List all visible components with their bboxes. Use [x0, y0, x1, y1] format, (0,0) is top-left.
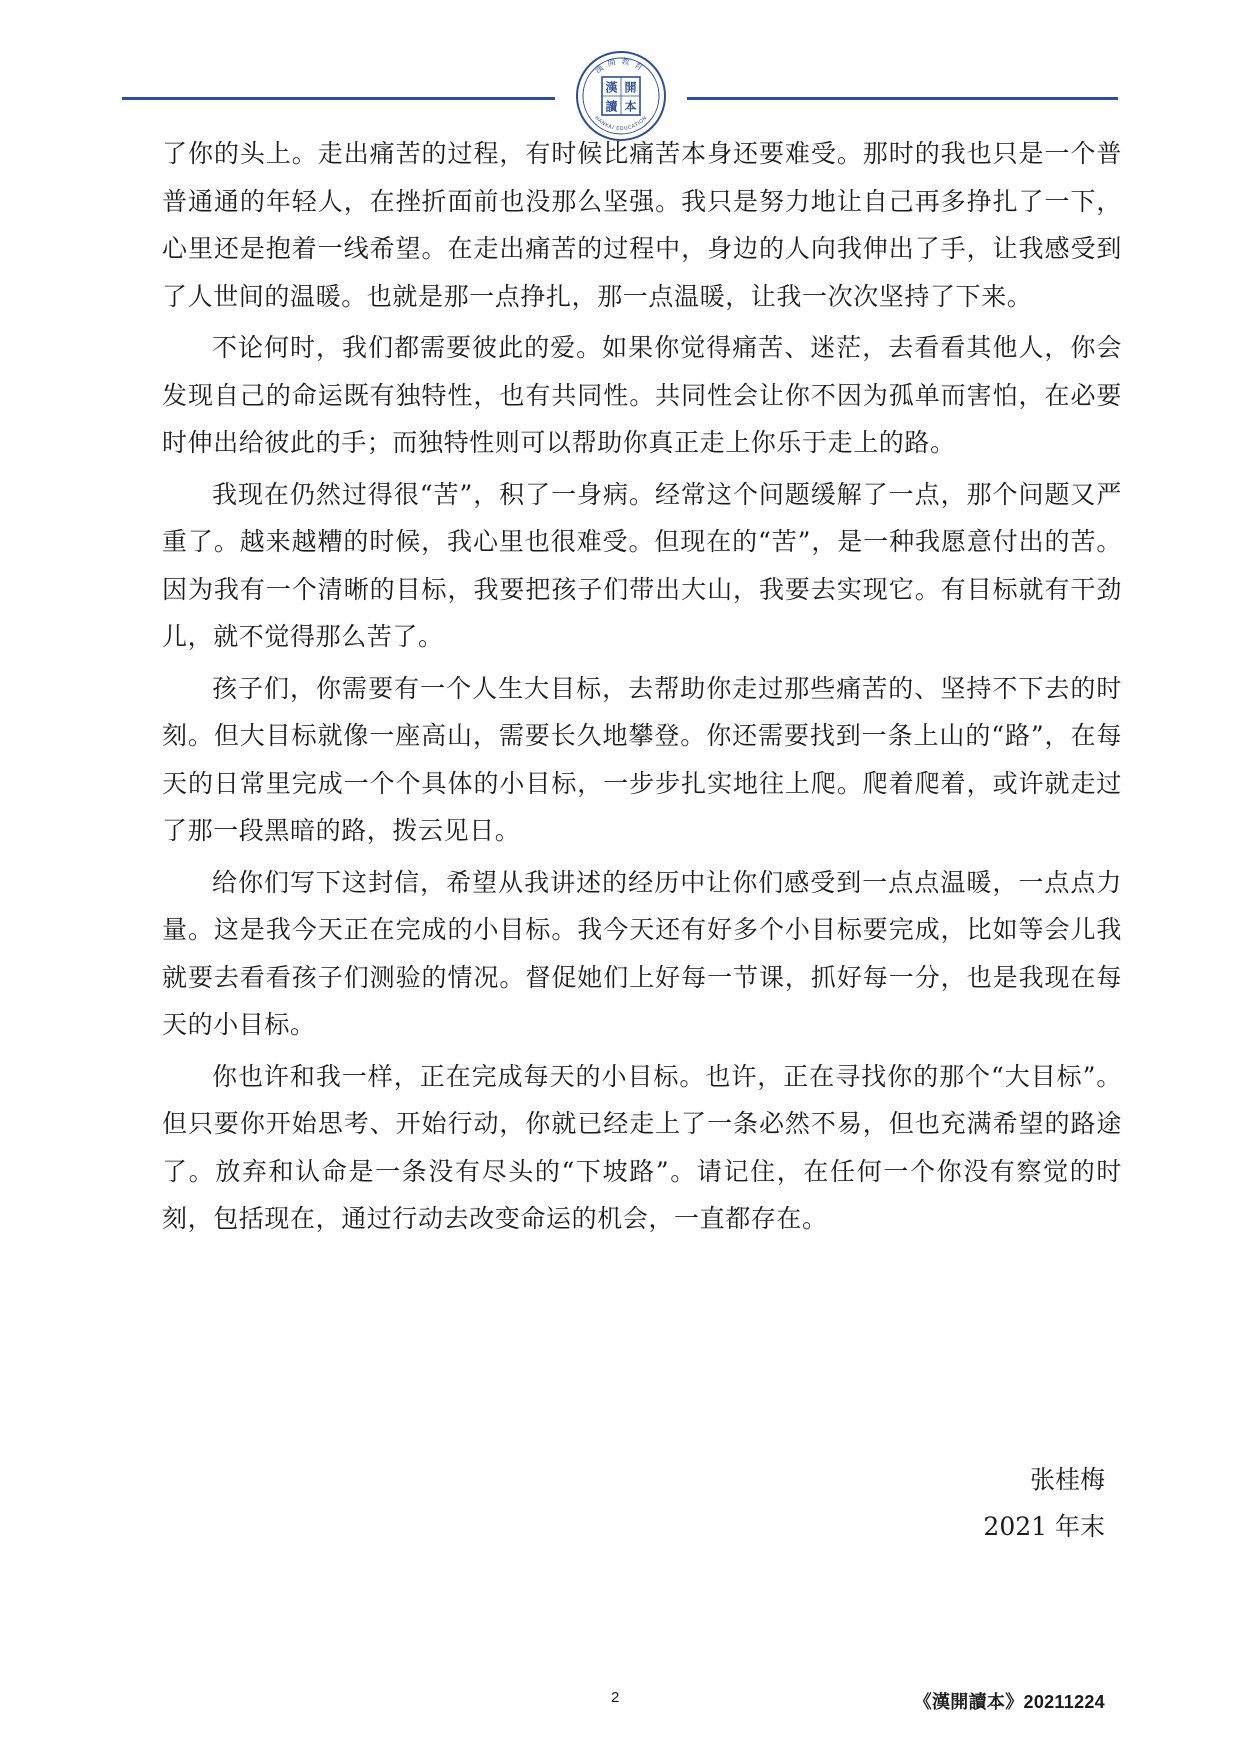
signature-date: 2021 年末	[983, 1512, 1105, 1541]
paragraph-3: 我现在仍然过得很“苦”，积了一身病。经常这个问题缓解了一点，那个问题又严重了。越来越糟的时候，我心里也很难受。但现在的“苦”，是一种我愿意付出的苦。因为我有一个清晰的目标，我要把孩子们带出大山，我要去实现它。有目标就有干劲儿，就不觉得那么苦了。	[162, 479, 1122, 651]
footer-book-stamp: 《漢開讀本》20211224	[913, 1692, 1105, 1712]
seal-char-ben: 本	[624, 99, 637, 114]
seal-char-han: 漢	[605, 80, 618, 95]
signature-name: 张桂梅	[1029, 1465, 1105, 1494]
seal-char-kai: 開	[624, 80, 637, 95]
paragraph-4: 孩子们，你需要有一个人生大目标，去帮助你走过那些痛苦的、坚持不下去的时刻。但大目标就像一座高山，需要长久地攀登。你还需要找到一条上山的“路”，在每天的日常里完成一个个具体的小目标，一步步扎实地往上爬。爬着爬着，或许就走过了那一段黑暗的路，拨云见日。	[162, 673, 1122, 845]
paragraph-2: 不论何时，我们都需要彼此的爱。如果你觉得痛苦、迷茫，去看看其他人，你会发现自己的命运既有独特性，也有共同性。共同性会让你不因为孤单而害怕，在必要时伸出给彼此的手；而独特性则可以帮助你真正走上你乐于走上的路。	[162, 333, 1122, 457]
header-rule-left	[122, 97, 555, 100]
hankai-education-seal-icon	[575, 50, 667, 142]
paragraph-5: 给你们写下这封信，希望从我讲述的经历中让你们感受到一点点温暖，一点点力量。这是我今天正在完成的小目标。我今天还有好多个小目标要完成，比如等会儿我就要去看看孩子们测验的情况。督促她们上好每一节课，抓好每一分，也是我现在每天的小目标。	[162, 867, 1122, 1039]
letter-body	[162, 130, 1122, 1247]
paragraph-1: 了你的头上。走出痛苦的过程，有时候比痛苦本身还要难受。那时的我也只是一个普普通通的年轻人，在挫折面前也没那么坚强。我只是努力地让自己再多挣扎了一下，心里还是抱着一线希望。在走出痛苦的过程中，身边的人向我伸出了手，让我感受到了人世间的温暖。也就是那一点挣扎，那一点温暖，让我一次次坚持了下来。	[162, 139, 1122, 311]
seal-char-du: 讀	[605, 99, 618, 114]
paragraph-6: 你也许和我一样，正在完成每天的小目标。也许，正在寻找你的那个“大目标”。但只要你开始思考、开始行动，你就已经走上了一条必然不易，但也充满希望的路途了。放弃和认命是一条没有尽头的“下坡路”。请记住，在任何一个你没有察觉的时刻，包括现在，通过行动去改变命运的机会，一直都存在。	[162, 1061, 1122, 1233]
seal-top-text: 漢開教育	[593, 56, 649, 76]
header-rule-right	[687, 97, 1118, 100]
seal-bottom-text: HANKAI EDUCATION	[593, 114, 649, 133]
page-number: 2	[611, 1689, 620, 1706]
